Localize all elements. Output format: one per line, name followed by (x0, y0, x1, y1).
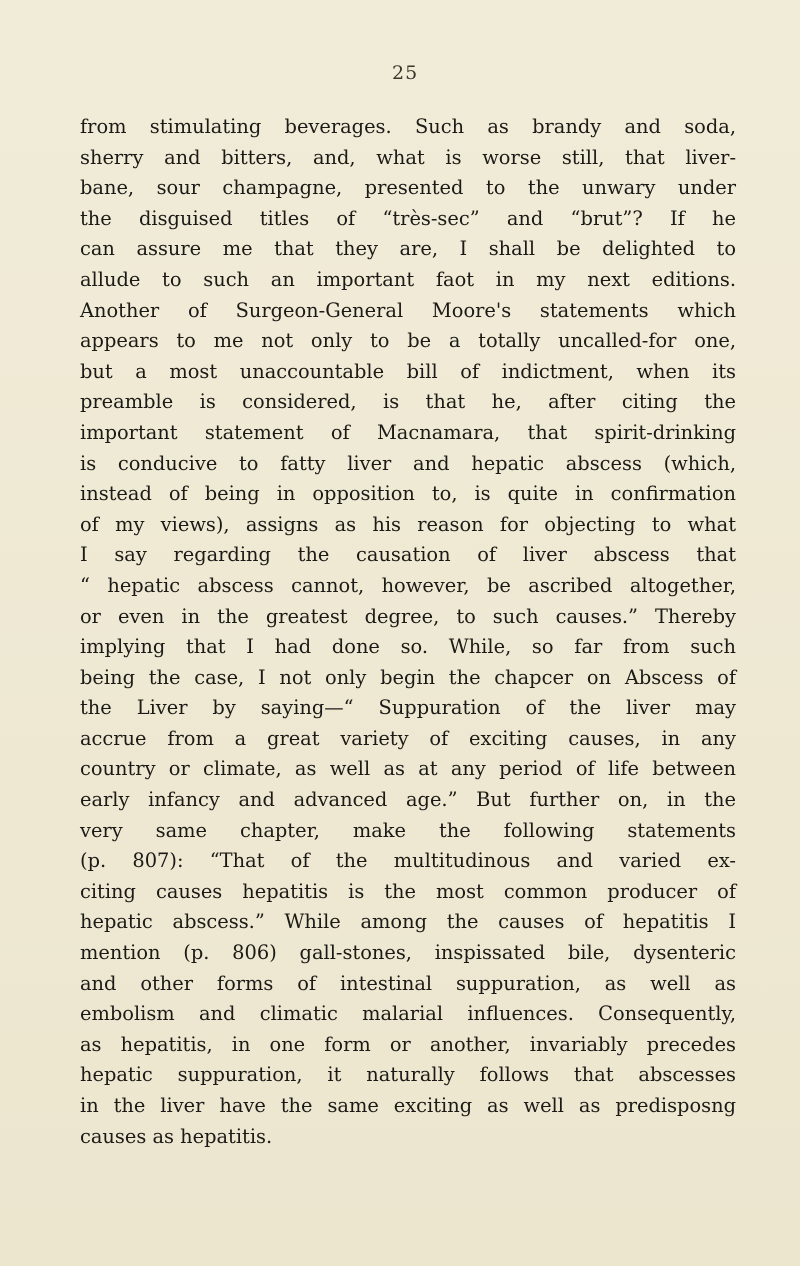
text-line: appears to me not only to be a totally uncalled-for one, (80, 329, 736, 353)
text-line: “ hepatic abscess cannot, however, be ascribed altogether, (80, 573, 736, 597)
text-line: the disguised titles of “très-sec” and “brut”? If he (80, 206, 736, 230)
text-line: very same chapter, make the following statements (80, 818, 736, 842)
text-line: can assure me that they are, I shall be delighted to (80, 237, 736, 261)
text-line: country or climate, as well as at any period of life between (80, 757, 736, 781)
text-line: allude to such an important faot in my next editions. (80, 267, 736, 291)
text-line: sherry and bitters, and, what is worse still, that liver- (80, 145, 736, 169)
text-line: of my views), assigns as his reason for objecting to what (80, 512, 736, 536)
text-line: instead of being in opposition to, is quite in confirmation (80, 482, 736, 506)
body-text (80, 112, 736, 1152)
text-line: citing causes hepatitis is the most common producer of (80, 879, 736, 903)
text-line: implying that I had done so. While, so far from such (80, 635, 736, 659)
text-line: mention (p. 806) gall-stones, inspissated bile, dysenteric (80, 941, 736, 965)
text-line: causes as hepatitis. (80, 1124, 273, 1148)
text-line: the Liver by saying—“ Suppuration of the liver may (80, 696, 736, 720)
text-line: hepatic abscess.” While among the causes of hepatitis I (80, 910, 736, 934)
text-line: in the liver have the same exciting as well as predisposng (80, 1094, 736, 1117)
text-line: but a most unaccountable bill of indictment, when its (80, 359, 736, 383)
text-line: or even in the greatest degree, to such causes.” Thereby (80, 604, 736, 628)
text-line: and other forms of intestinal suppuration, as well as (80, 971, 736, 995)
text-line: accrue from a great variety of exciting causes, in any (80, 726, 736, 750)
text-line: as hepatitis, in one form or another, invariably precedes (80, 1032, 736, 1056)
text-line: (p. 807): “That of the multitudinous and varied ex- (80, 849, 736, 873)
text-line: from stimulating beverages. Such as brandy and soda, (80, 115, 736, 138)
page-number: 25 (392, 62, 419, 84)
text-line: important statement of Macnamara, that spirit-drinking (80, 420, 736, 444)
text-line: early infancy and advanced age.” But further on, in the (80, 788, 736, 812)
text-line: bane, sour champagne, presented to the unwary under (80, 176, 736, 200)
text-line: preamble is considered, is that he, after citing the (80, 390, 736, 414)
text-line: being the case, I not only begin the chapcer on Abscess of (80, 665, 736, 689)
text-line: I say regarding the causation of liver abscess that (80, 543, 736, 567)
text-line: embolism and climatic malarial influences. Consequently, (80, 1002, 736, 1026)
text-line: is conducive to fatty liver and hepatic abscess (which, (80, 451, 736, 475)
text-line: Another of Surgeon-General Moore's statements which (80, 298, 736, 322)
text-line: hepatic suppuration, it naturally follows that abscesses (80, 1063, 736, 1087)
